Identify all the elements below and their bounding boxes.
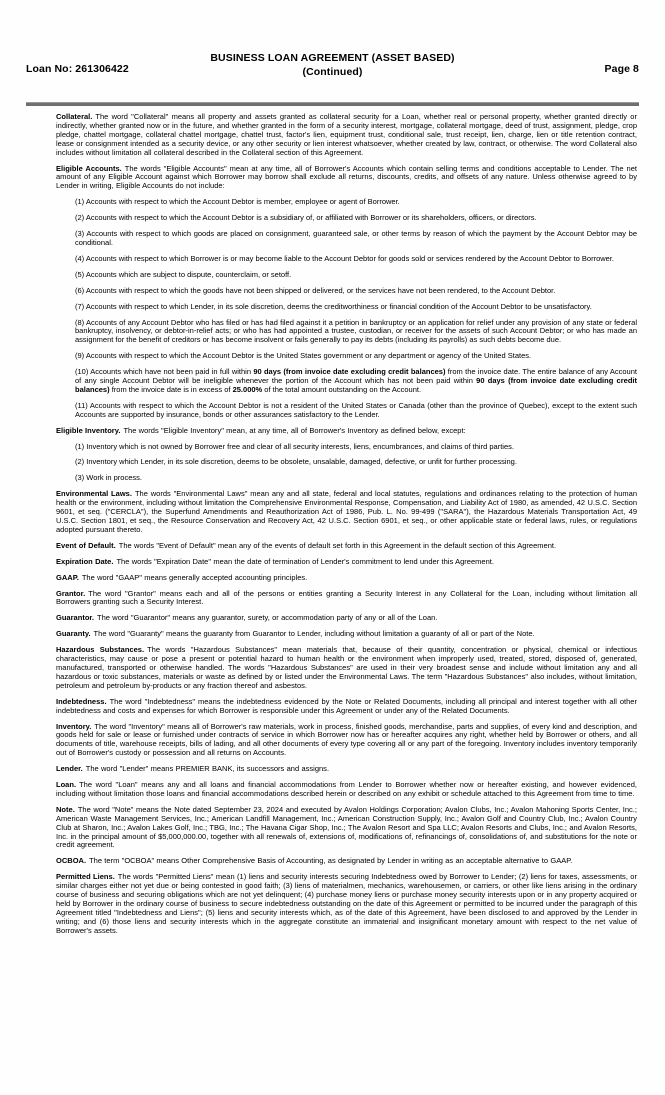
list-item: (6) Accounts with respect to which the goods have not been shipped or delivered, or the services have not been rendered, to the Account Debtor. [75, 285, 556, 295]
term-permitted-liens: Permitted Liens. [56, 872, 115, 882]
text-expiration-date: The words "Expiration Date" mean the date of termination of Lender's commitment to lend under this Agreement. [116, 556, 494, 566]
text-guarantor: The word "Guarantor" means any guarantor, surety, or accommodation party of any or all of the Loan. [97, 613, 438, 623]
item-10-bold-1: 90 days (from invoice date excluding credit balances) [253, 367, 446, 377]
list-item: (2) Accounts with respect to which the Account Debtor is a subsidiary of, or affiliated with Borrower or its shareholders, officers, or directors. [75, 213, 537, 223]
section-grantor [56, 590, 637, 608]
term-guaranty: Guaranty. [56, 629, 91, 639]
list-item: (8) Accounts of any Account Debtor who has filed or has had filed against it a petition in bankruptcy or an application for relief under any provision of any state or federal bankruptcy, insolvency, or debtor-in-relief acts; or who has had appointed a trustee, custodian, or receiver for the assets of such Account Debtor; or who has made an assignment for the benefit of creditors or has become insolvent or fails generally to pay its debts (including its payrolls) as such debts become due. [75, 317, 637, 345]
section-guarantor [56, 614, 637, 623]
term-eligible-inventory: Eligible Inventory. [56, 425, 121, 435]
section-ocboa [56, 857, 637, 866]
text-ocboa: The term "OCBOA" means Other Comprehensive Basis of Accounting, as designated by Lender in writing as an acceptable alternative to GAAP. [89, 856, 573, 866]
term-expiration-date: Expiration Date. [56, 556, 114, 566]
list-item: (7) Accounts with respect to which Lender, in its sole discretion, deems the creditworthiness or financial condition of the Account Debtor to be unsatisfactory. [75, 301, 592, 311]
section-indebtedness [56, 698, 637, 716]
term-ocboa: OCBOA. [56, 856, 87, 866]
section-environmental-laws [56, 490, 637, 535]
term-event-of-default: Event of Default. [56, 540, 116, 550]
list-item: (1) Inventory which is not owned by Borrower free and clear of all security interests, liens, encumbrances, and claims of third parties. [75, 441, 514, 451]
text-eligible-accounts: The words "Eligible Accounts" mean at any time, all of Borrower's Accounts which contain selling terms and conditions acceptable to Lender. The net amount of any Eligible Account against which Borrower may borrow shall exclude all returns, discounts, credits, and offsets of any nature. Unless otherwise agreed to by Lender in writing, Eligible Accounts do not include: [56, 163, 637, 191]
document-title-line-2: (Continued) [302, 65, 363, 78]
list-item: (3) Accounts with respect to which goods are placed on consignment, guaranteed sale, or other terms by reason of which the payment by the Account Debtor may be conditional. [75, 229, 637, 247]
text-event-of-default: The words "Event of Default" mean any of the events of default set forth in this Agreement in the default section of this Agreement. [118, 540, 557, 550]
section-event-of-default [56, 542, 637, 551]
loan-number: Loan No: 261306422 [26, 63, 129, 75]
section-gaap [56, 574, 637, 583]
term-indebtedness: Indebtedness. [56, 696, 107, 706]
item-10-mid-2: from the invoice date is in excess of [109, 384, 233, 394]
term-collateral: Collateral. [56, 112, 93, 121]
text-eligible-inventory: The words "Eligible Inventory" mean, at any time, all of Borrower's Inventory as defined below, except: [123, 425, 466, 435]
text-note: The word "Note" means the Note dated September 23, 2024 and executed by Avalon Holdings Corporation; Avalon Clubs, Inc.; Avalon Mahoning Sports Center, Inc.; American Waste Management Services, Inc.; American Landfill Management, Inc.; American Construction Supply, Inc.; Avalon Golf and Country Club, Inc.; Avalon Country Club at Sharon, Inc.; Avalon Lakes Golf, Inc.; TBG, Inc.; The Havana Cigar Shop, Inc.; The Avalon Resort and Spa LLC; Avalon Resorts and Clubs, Inc.; and Avalon Resorts, Inc. in the principal amount of $5,000,000.00, together with all renewals of, extensions of, modifications of, refinancings of, consolidations of, and substitutions for the note or credit agreement. [56, 804, 637, 850]
list-item: (2) Inventory which Lender, in its sole discretion, deems to be obsolete, unsalable, damaged, defective, or unfit for further processing. [75, 457, 517, 467]
term-inventory: Inventory. [56, 721, 92, 731]
text-collateral: The word "Collateral" means all property and assets granted as collateral security for a Loan, whether real or personal property, whether granted directly or indirectly, whether granted now or in the future, and whether granted in the form of a security interest, mortgage, collateral mortgage, deed of trust, assignment, pledge, crop pledge, chattel mortgage, collateral chattel mortgage, chattel trust, factor's lien, equipment trust, conditional sale, trust receipt, lien, charge, lien or title retention contract, lease or consignment intended as a security device, or any other security or lien interest whatsoever, whether created by law, contract, or otherwise. The word Collateral also includes without limitation all collateral described in the Collateral section of this Agreement. [56, 112, 637, 157]
page-header [0, 0, 665, 96]
section-expiration-date [56, 558, 637, 567]
item-10-prefix: (10) Accounts which have not been paid in full within [75, 367, 254, 377]
section-hazardous-substances [56, 646, 637, 691]
term-lender: Lender. [56, 764, 83, 774]
text-permitted-liens: The words "Permitted Liens" mean (1) liens and security interests securing Indebtedness owed by Borrower to Lender; (2) liens for taxes, assessments, or similar charges either not yet due or being contested in good faith; (3) liens of materialmen, mechanics, warehousemen, or carriers, or other like liens arising in the ordinary course of business and securing obligations which are not yet delinquent; (4) purchase money liens or purchase money security interests upon or in any property acquired or held by Borrower in the ordinary course of business to secure indebtedness outstanding on the date of this Agreement or permitted to be incurred under the paragraph of this Agreement titled "Indebtedness and Liens"; (5) liens and security interests which, as of the date of this Agreement, have been disclosed to and approved by the Lender in writing; and (6) those liens and security interests which in the aggregate constitute an immaterial and insignificant monetary amount with respect to the net value of Borrower's assets. [56, 872, 637, 935]
list-item: (1) Accounts with respect to which the Account Debtor is member, employee or agent of Borrower. [75, 197, 400, 207]
list-item: (3) Work in process. [75, 473, 142, 483]
term-guarantor: Guarantor. [56, 613, 95, 623]
text-indebtedness: The word "Indebtedness" means the indebtedness evidenced by the Note or Related Documents, including all principal and interest together with all other indebtedness and costs and expenses for which Borrower is responsible under this Agreement or under any of the Related Documents. [56, 696, 637, 715]
term-loan: Loan. [56, 780, 77, 790]
text-hazardous-substances: The words "Hazardous Substances" mean materials that, because of their quantity, concentration or physical, chemical or infectious characteristics, may cause or pose a present or potential hazard to human health or the environment when improperly used, treated, stored, disposed of, generated, manufactured, transported or otherwise handled. The words "Hazardous Substances" are used in their very broadest sense and include without limitation any and all hazardous or toxic substances, materials or waste as defined by or listed under the Environmental Laws. The term "Hazardous Substances" also includes, without limitation, petroleum and petroleum by-products or any fraction thereof and asbestos. [56, 645, 637, 690]
list-item: (4) Accounts with respect to which Borrower is or may become liable to the Account Debtor for goods sold or services rendered by the Account Debtor to Borrower. [75, 253, 615, 263]
list-item: (9) Accounts with respect to which the Account Debtor is the United States government or any department or agency of the United States. [75, 351, 532, 361]
term-environmental-laws: Environmental Laws. [56, 489, 132, 499]
term-gaap: GAAP. [56, 572, 79, 582]
item-10-bold-3: 25.000% [232, 384, 263, 394]
text-environmental-laws: The words "Environmental Laws" mean any and all state, federal and local statutes, regulations and ordinances relating to the protection of human health or the environment, including without limitation the Comprehensive Environmental Response, Compensation, and Liability Act of 1980, as amended, 42 U.S.C. Section 9601, et seq. ("CERCLA"), the Superfund Amendments and Reauthorization Act of 1986, Pub. L. No. 99-499 ("SARA"), the Hazardous Materials Transportation Act, 49 U.S.C. Section 1801, et seq., the Resource Conservation and Recovery Act, 42 U.S.C. Section 6901, et seq., or other applicable state or federal laws, rules, or regulations adopted pursuant thereto. [56, 489, 637, 534]
text-grantor: The word "Grantor" means each and all of the persons or entities granting a Security Interest in any Collateral for the Loan, including without limitation all Borrowers granting such a Security Interest. [56, 588, 637, 607]
list-item-10 [56, 368, 637, 395]
section-inventory [56, 723, 637, 759]
list-item-11: (11) Accounts with respect to which the Account Debtor is not a resident of the United States or Canada (other than the province of Quebec), except to the extent such Accounts are supported by insurance, bonds or other assurances satisfactory to the Lender. [75, 400, 637, 419]
section-eligible-inventory [56, 427, 637, 436]
section-loan [56, 781, 637, 799]
header-row [26, 52, 639, 79]
item-10-suffix: of the total amount outstanding on the Account. [262, 384, 422, 394]
document-body [0, 106, 665, 936]
term-grantor: Grantor. [56, 588, 86, 598]
section-collateral [56, 113, 637, 158]
term-eligible-accounts: Eligible Accounts. [56, 163, 122, 173]
term-note: Note. [56, 804, 75, 814]
term-hazardous-substances: Hazardous Substances. [56, 645, 145, 655]
section-eligible-accounts [56, 165, 637, 192]
item-10-mid-1: from the invoice date. The entire balance of any Account of any single Account Debtor will be ineligible whenever the portion of the Account which has not been paid within [75, 367, 637, 386]
text-inventory: The word "Inventory" means all of Borrower's raw materials, work in process, finished goods, merchandise, parts and supplies, of every kind and description, and goods held for sale or lease or furnished under contracts of service in which Borrower now has or hereafter acquires any right, whether held by Borrower or others, and all documents of title, warehouse receipts, bills of lading, and all other documents of every type covering all or any part of the foregoing. Inventory includes inventory temporarily out of Borrower's custody or possession and all returns on Accounts. [56, 721, 637, 758]
text-gaap: The word "GAAP" means generally accepted accounting principles. [81, 572, 308, 582]
list-item: (5) Accounts which are subject to dispute, counterclaim, or setoff. [75, 269, 292, 279]
section-note [56, 806, 637, 851]
text-loan: The word "Loan" means any and all loans and financial accommodations from Lender to Borrower whether now or hereafter existing, and however evidenced, including without limitation those loans and financial accommodations described herein or described on any exhibit or schedule attached to this Agreement from time to time. [56, 780, 637, 798]
page-number: Page 8 [604, 63, 639, 75]
section-lender [56, 765, 637, 774]
document-title-line-1: BUSINESS LOAN AGREEMENT (ASSET BASED) [210, 52, 455, 64]
item-10-bold-2: 90 days (from invoice date excluding credit balances) [75, 376, 637, 394]
section-guaranty [56, 630, 637, 639]
text-lender: The word "Lender" means PREMIER BANK, its successors and assigns. [85, 764, 330, 774]
document-title [176, 52, 489, 79]
text-guaranty: The word "Guaranty" means the guaranty from Guarantor to Lender, including without limitation a guaranty of all or part of the Note. [93, 629, 535, 639]
section-permitted-liens [56, 873, 637, 935]
